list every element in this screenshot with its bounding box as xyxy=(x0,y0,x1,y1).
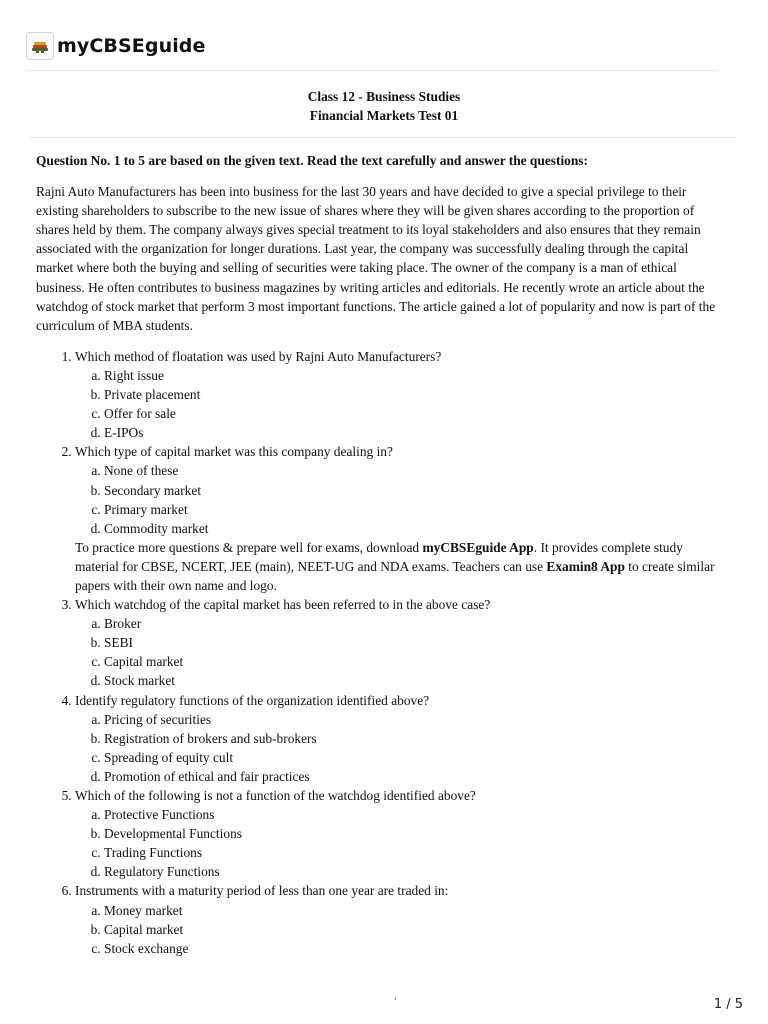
question-2 xyxy=(75,442,728,595)
promo-note xyxy=(75,538,728,595)
option: d. Regulatory Functions xyxy=(104,862,728,881)
option: d. E-IPOs xyxy=(104,423,728,442)
option: a. Right issue xyxy=(104,366,728,385)
page-number: 1 / 5 xyxy=(713,997,743,1012)
option: d. Stock market xyxy=(104,671,728,690)
option: b. Developmental Functions xyxy=(104,824,728,843)
test-content xyxy=(36,151,728,958)
option: c. Primary market xyxy=(104,500,728,519)
option-list xyxy=(75,805,728,881)
option-list xyxy=(75,461,728,537)
option: c. Spreading of equity cult xyxy=(104,748,728,767)
option: b. Capital market xyxy=(104,920,728,939)
books-logo-icon xyxy=(26,32,54,60)
question-text: Which method of floatation was used by Rajni Auto Manufacturers? xyxy=(75,348,442,364)
option: b. Secondary market xyxy=(104,481,728,500)
option: a. Pricing of securities xyxy=(104,710,728,729)
passage: Rajni Auto Manufacturers has been into business for the last 30 years and have decided to give a special privilege to their existing shareholders to subscribe to the new issue of shares where they will be given shares according to the proportion of shares held by them. The company always gives special treatment to its loyal stakeholders and also ensures that they remain associated with the organization for longer durations. Last year, the company was successfully dealing through the capital market where both the buying and selling of securities were taking place. The owner of the company is a man of ethical business. He often contributes to business magazines by writing articles and editorials. He recently wrote an article about the watchdog of stock market that perform 3 most important functions. The article gained a lot of popularity and now is part of the curriculum of MBA students. xyxy=(36,184,716,333)
question-4 xyxy=(75,691,728,786)
question-text: Which type of capital market was this company dealing in? xyxy=(75,444,393,460)
brand-name: myCBSEguide xyxy=(57,35,206,57)
option: a. None of these xyxy=(104,461,728,480)
question-3 xyxy=(75,595,728,690)
option-list xyxy=(75,614,728,690)
option: a. Protective Functions xyxy=(104,805,728,824)
promo-text-1: To practice more questions & prepare well for exams, download xyxy=(75,539,423,555)
question-5 xyxy=(75,786,728,881)
question-text: Which of the following is not a function of the watchdog identified above? xyxy=(75,788,476,803)
title-divider xyxy=(30,137,736,138)
option: b. SEBI xyxy=(104,633,728,652)
option: c. Stock exchange xyxy=(104,939,728,958)
promo-text-3: to create similar papers with their own name and logo. xyxy=(75,558,715,593)
option: a. Money market xyxy=(104,901,728,920)
title-line-1: Class 12 - Business Studies xyxy=(307,89,461,104)
header-divider xyxy=(26,70,718,71)
promo-app-2: Examin8 App xyxy=(546,558,625,574)
option-list xyxy=(75,710,728,786)
option: b. Registration of brokers and sub-brokers xyxy=(104,729,728,748)
header xyxy=(26,30,206,62)
question-text: Instruments with a maturity period of less than one year are traded in: xyxy=(75,883,449,899)
option: c. Capital market xyxy=(104,652,728,671)
option: a. Broker xyxy=(104,614,728,633)
option: d. Commodity market xyxy=(104,519,728,538)
option: b. Private placement xyxy=(104,385,728,404)
option: c. Offer for sale xyxy=(104,404,728,423)
question-text: Which watchdog of the capital market has been referred to in the above case? xyxy=(75,597,491,613)
document-title xyxy=(0,87,768,125)
promo-app-1: myCBSEguide App xyxy=(422,539,534,555)
instructions: Question No. 1 to 5 are based on the given text. Read the text carefully and answer the questions: xyxy=(36,153,588,168)
option: d. Promotion of ethical and fair practices xyxy=(104,767,728,786)
footer-mark: ' xyxy=(394,997,397,1007)
option-list xyxy=(75,366,728,442)
promo-text-2: . It provides complete study material for CBSE, NCERT, JEE (main), NEET-UG and NDA exams. Teachers can use xyxy=(75,539,683,574)
question-1 xyxy=(75,347,728,442)
title-line-2: Financial Markets Test 01 xyxy=(309,108,459,123)
option-list xyxy=(75,901,728,958)
option: c. Trading Functions xyxy=(104,843,728,862)
question-text: Identify regulatory functions of the organization identified above? xyxy=(75,692,430,708)
question-list xyxy=(36,347,728,958)
question-6 xyxy=(75,881,728,957)
